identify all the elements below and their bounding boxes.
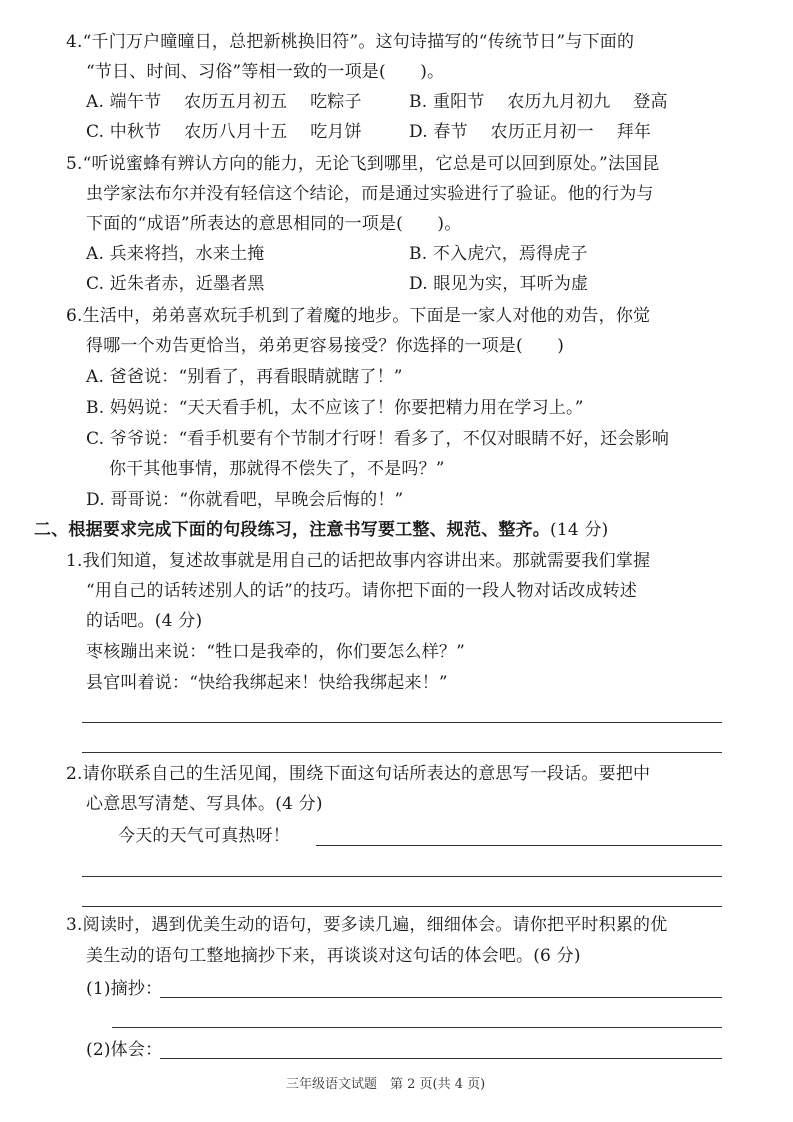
section2-heading — [34, 519, 609, 541]
s2q3-line2: 美生动的语句工整地摘抄下来，再谈谈对这句话的体会吧。(6 分) — [86, 946, 581, 966]
s2q1-dialog1: 枣核蹦出来说：“牲口是我牵的，你们要怎么样？” — [86, 642, 465, 662]
q4-option-d: D. 春节 农历正月初一 拜年 — [409, 122, 652, 142]
q6-option-c-line1: C. 爷爷说：“看手机要有个节制才行呀！看多了，不仅对眼睛不好，还会影响 — [86, 429, 670, 449]
answer-line[interactable] — [160, 997, 722, 998]
answer-line[interactable] — [82, 906, 722, 907]
q6-option-a: A. 爸爸说：“别看了，再看眼睛就瞎了！” — [86, 367, 403, 387]
q4-line1: 4.“千门万户曈曈日，总把新桃换旧符”。这句诗描写的“传统节日”与下面的 — [66, 32, 635, 52]
q4-option-b: B. 重阳节 农历九月初九 登高 — [409, 92, 668, 112]
q4-option-a: A. 端午节 农历五月初五 吃粽子 — [86, 92, 362, 112]
q5-option-c: C. 近朱者赤，近墨者黑 — [86, 274, 265, 294]
q6-option-d: D. 哥哥说：“你就看吧，早晚会后悔的！” — [86, 490, 404, 510]
answer-line[interactable] — [82, 876, 722, 877]
q5-line1: 5.“听说蜜蜂有辨认方向的能力，无论飞到哪里，它总是可以回到原处。”法国昆 — [66, 154, 660, 174]
s2q1-dialog2: 县官叫着说：“快给我绑起来！快给我绑起来！” — [86, 673, 448, 693]
q6-line1: 6.生活中，弟弟喜欢玩手机到了着魔的地步。下面是一家人对他的劝告，你觉 — [66, 306, 651, 326]
s2q3-part2-label: (2)体会： — [86, 1040, 163, 1060]
answer-line[interactable] — [112, 1027, 722, 1028]
s2q3-part1-label: (1)摘抄： — [86, 979, 163, 999]
s2q2-prompt: 今天的天气可真热呀！ — [118, 826, 290, 846]
answer-line[interactable] — [316, 845, 722, 846]
s2q2-line2: 心意思写清楚、写具体。(4 分) — [86, 794, 323, 814]
answer-line[interactable] — [160, 1058, 722, 1059]
page-footer: 三年级语文试题 第 2 页(共 4 页) — [286, 1077, 486, 1092]
q5-option-a: A. 兵来将挡，水来土掩 — [86, 244, 265, 264]
q5-line3: 下面的“成语”所表达的意思相同的一项是( )。 — [86, 214, 462, 234]
q6-option-b: B. 妈妈说：“天天看手机，太不应该了！你要把精力用在学习上。” — [86, 398, 584, 418]
answer-line[interactable] — [82, 722, 722, 723]
q5-option-b: B. 不入虎穴，焉得虎子 — [409, 244, 588, 264]
q4-option-c: C. 中秋节 农历八月十五 吃月饼 — [86, 122, 362, 142]
section2-title: 二、根据要求完成下面的句段练习，注意书写要工整、规范、整齐。 — [34, 520, 550, 540]
s2q1-line2: “用自己的话转述别人的话”的技巧。请你把下面的一段人物对话改成转述 — [86, 581, 637, 601]
q5-option-d: D. 眼见为实，耳听为虚 — [409, 274, 589, 294]
q5-line2: 虫学家法布尔并没有轻信这个结论，而是通过实验进行了验证。他的行为与 — [86, 184, 654, 204]
s2q3-line1: 3.阅读时，遇到优美生动的语句，要多读几遍，细细体会。请你把平时积累的优 — [66, 915, 668, 935]
s2q2-line1: 2.请你联系自己的生活见闻，围绕下面这句话所表达的意思写一段话。要把中 — [66, 764, 651, 784]
q6-line2: 得哪一个劝告更恰当，弟弟更容易接受？你选择的一项是( ) — [86, 336, 565, 356]
q6-option-c-line2: 你干其他事情，那就得不偿失了，不是吗？” — [109, 459, 445, 479]
section2-score: (14 分) — [550, 520, 609, 540]
q4-line2: “节日、时间、习俗”等相一致的一项是( )。 — [86, 62, 445, 82]
answer-line[interactable] — [82, 752, 722, 753]
s2q1-line1: 1.我们知道，复述故事就是用自己的话把故事内容讲出来。那就需要我们掌握 — [66, 551, 651, 571]
s2q1-line3: 的话吧。(4 分) — [86, 611, 203, 631]
